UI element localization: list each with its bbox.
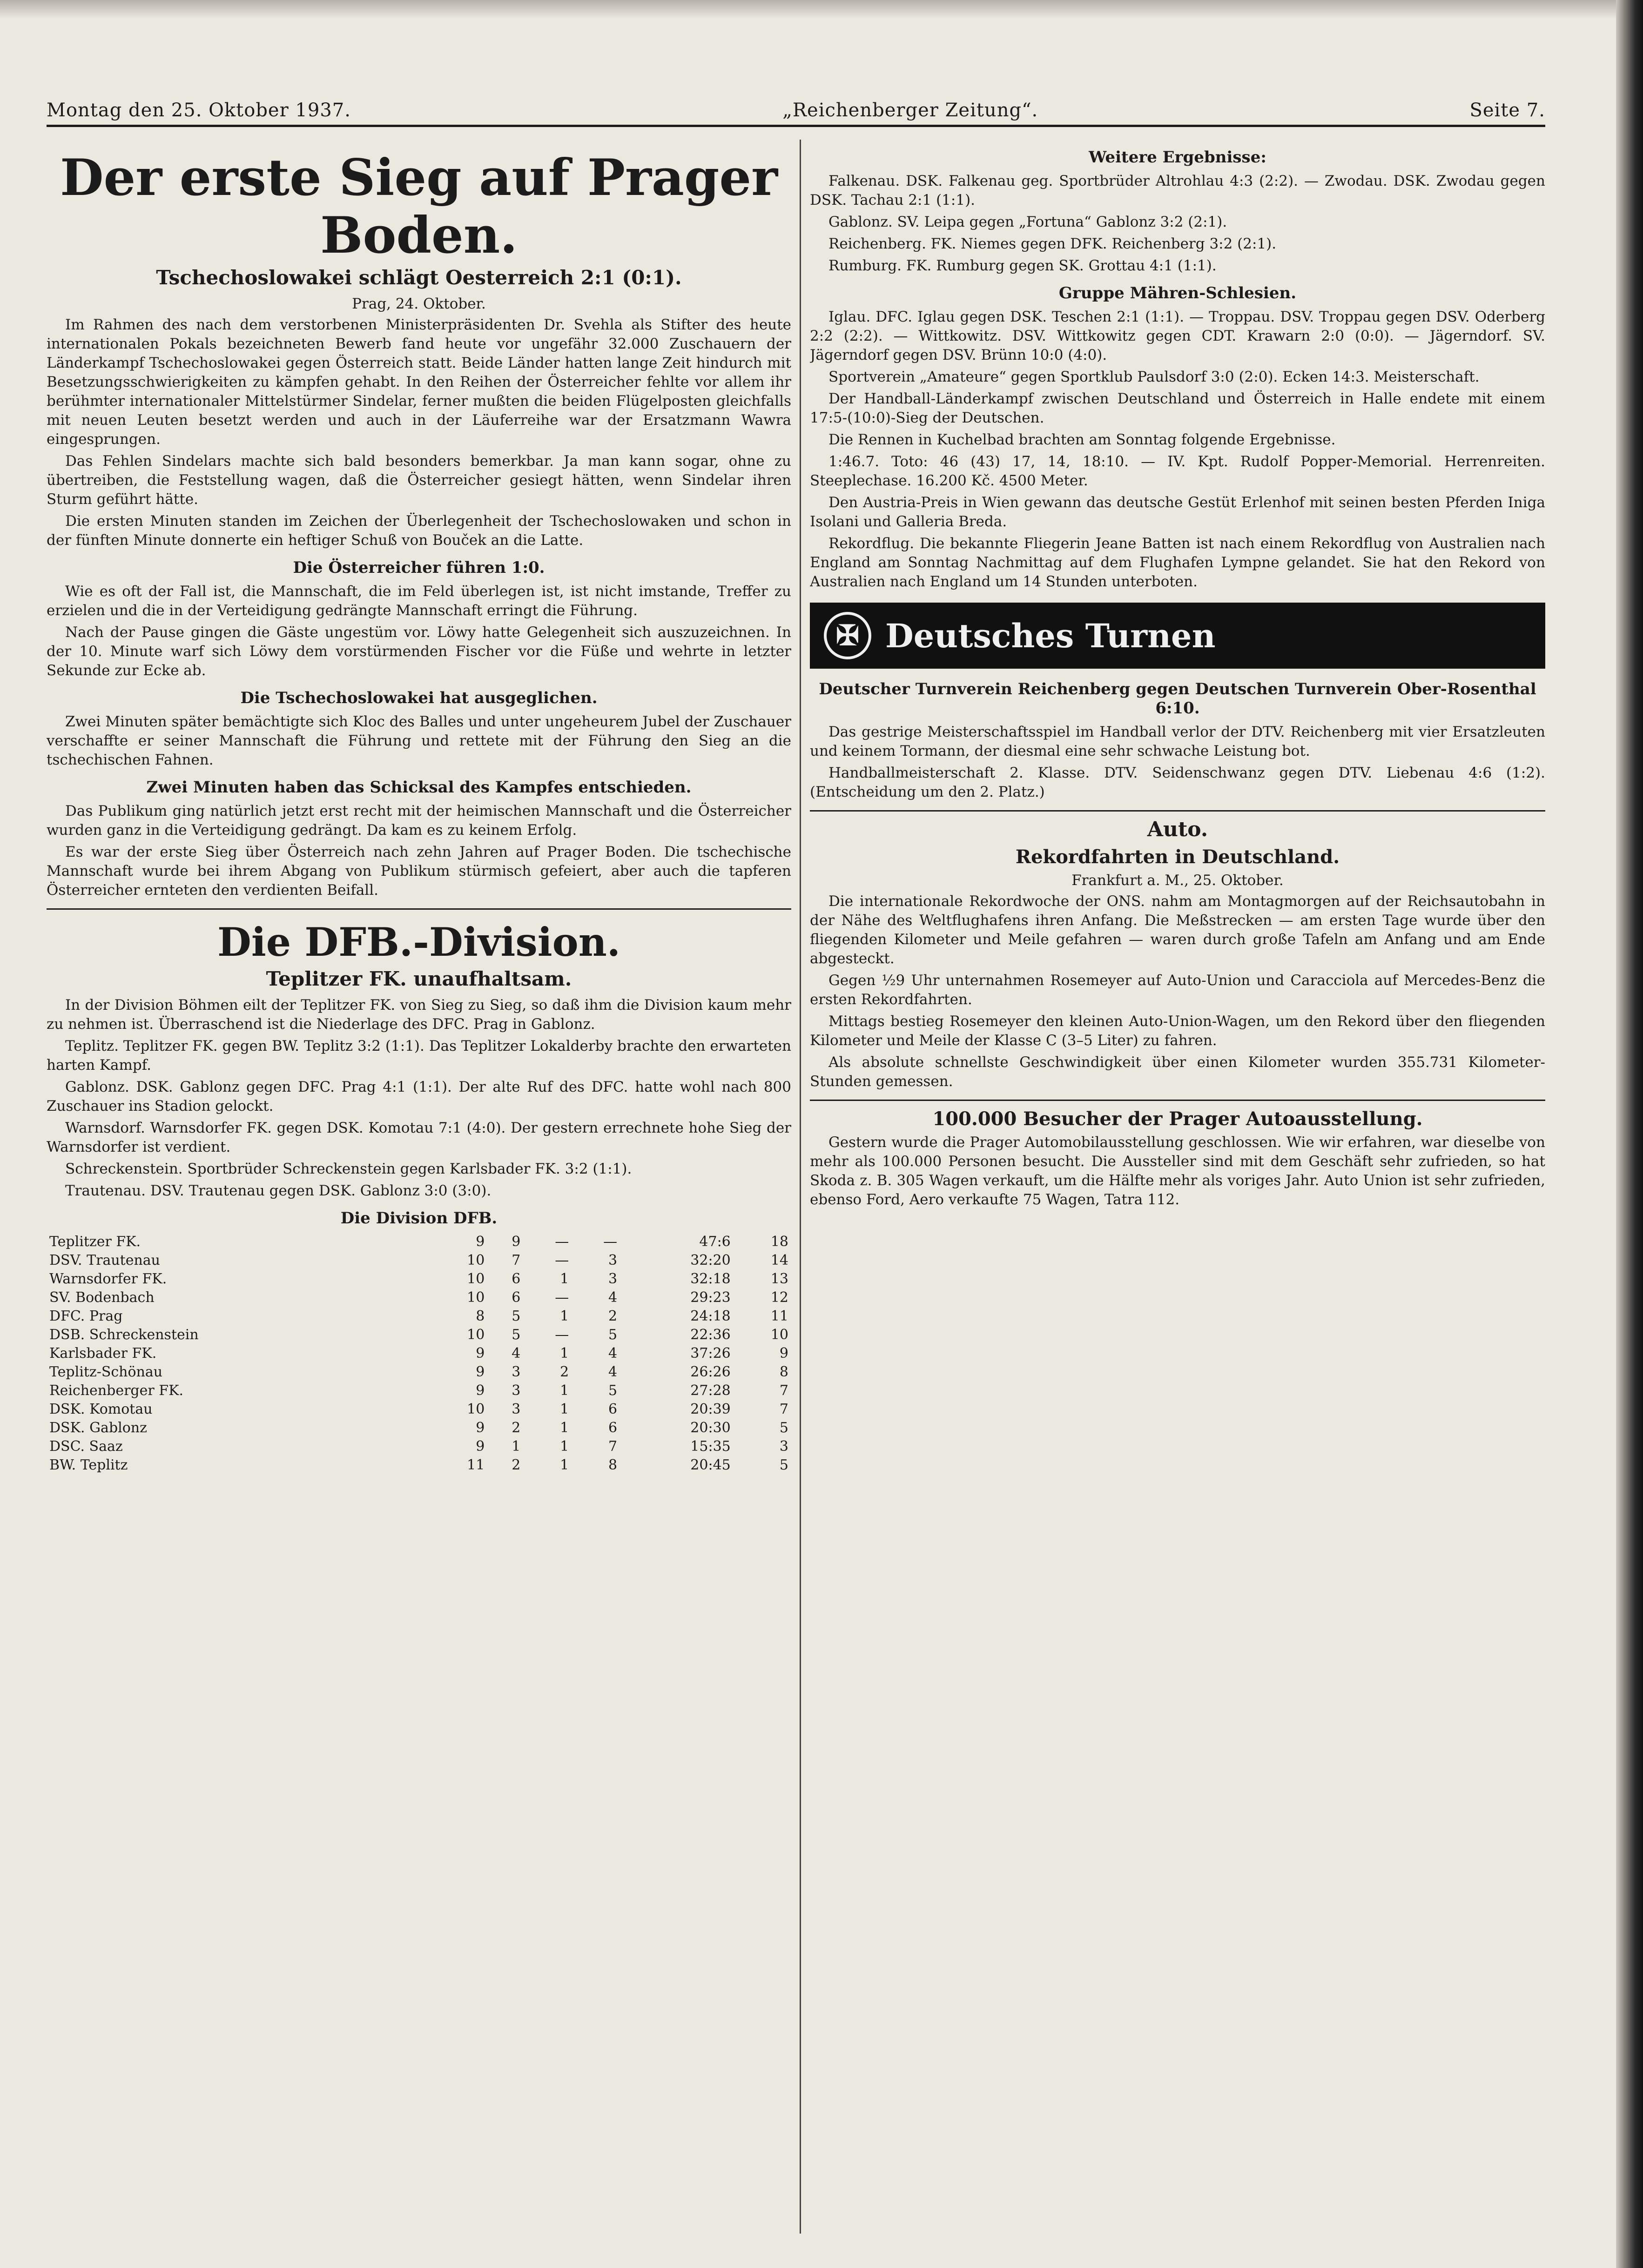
article-paragraph: Nach der Pause gingen die Gäste ungestüm vor. Löwy hatte Gelegenheit sich auszuzeichnen. In der 10. Minute warf sich Löwy dem vorstürmenden Fischer vor die Füße und wehrte in letzter Sekunde zur Ecke ab. [47,624,791,679]
standings-team-cell: DSK. Komotau [49,1401,153,1417]
standings-row [47,1400,791,1419]
standings-w-cell: 5 [512,1308,521,1324]
article-paragraph: Der Handball-Länderkampf zwischen Deutschland und Österreich in Halle endete mit einem 17:5-(10:0)-Sieg der Deutschen. [810,390,1545,426]
page-top-edge [0,0,1643,19]
standings-pts-cell: 9 [779,1345,788,1362]
standings-row [47,1363,791,1382]
standings-l-cell: 6 [608,1420,618,1436]
header-page-number: Seite 7. [1469,100,1545,121]
article-paragraph: Gablonz. DSK. Gablonz gegen DFC. Prag 4:1 (1:1). Der alte Ruf des DFC. hatte wohl nach 800 Zuschauer ins Stadion gelockt. [47,1079,791,1114]
section-title: Weitere Ergebnisse: [1089,148,1266,167]
standings-row [47,1288,791,1307]
standings-goals-cell: 26:26 [690,1364,731,1380]
standings-l-cell: 8 [608,1457,618,1473]
standings-team-cell: Karlsbader FK. [49,1345,157,1362]
standings-pts-cell: 14 [770,1252,788,1268]
standings-team-cell: Teplitzer FK. [49,1234,141,1250]
standings-row [47,1326,791,1344]
article-paragraph: Mittags bestieg Rosemeyer den kleinen Auto-Union-Wagen, um den Rekord über den fliegenden Kilometer und Meile der Klasse C (3–5 Liter) zu fahren. [810,1013,1545,1049]
standings-l-cell: 4 [608,1289,618,1306]
standings-l-cell: 4 [608,1345,618,1362]
article-paragraph: Schreckenstein. Sportbrüder Schreckenstein gegen Karlsbader FK. 3:2 (1:1). [65,1161,632,1177]
standings-goals-cell: 22:36 [690,1327,731,1343]
standings-d-cell: 1 [560,1271,569,1287]
article-paragraph: Zwei Minuten später bemächtigte sich Kloc des Balles und unter ungeheurem Jubel der Zuschauer verschaffte er seiner Mannschaft die Führung und rettete mit der Führung den Sieg an die tschechischen Fahnen. [47,713,791,768]
standings-l-cell: 4 [608,1364,618,1380]
article-paragraph: Es war der erste Sieg über Österreich nach zehn Jahren auf Prager Boden. Die tschechische Mannschaft wurde bei ihrem Abgang von Publikum stürmisch gefeiert, aber auch die tapferen Österreicher ernteten den verdienten Beifall. [47,844,791,899]
standings-goals-cell: 15:35 [690,1438,731,1455]
standings-row [47,1307,791,1326]
standings-row [47,1251,791,1270]
main-subhead: Tschechoslowakei schlägt Oesterreich 2:1 (0:1). [156,266,682,289]
standings-l-cell: 6 [608,1401,618,1417]
standings-pts-cell: 3 [779,1438,788,1455]
standings-w-cell: 6 [512,1289,521,1306]
standings-p-cell: 8 [476,1308,485,1324]
section-title: Gruppe Mähren-Schlesien. [1058,284,1297,302]
standings-w-cell: 5 [512,1327,521,1343]
divider [810,810,1545,812]
column-divider [800,140,801,2234]
divider [810,1100,1545,1101]
standings-team-cell: Warnsdorfer FK. [49,1271,167,1287]
standings-d-cell: 1 [560,1345,569,1362]
standings-d-cell: — [555,1327,569,1343]
standings-row [47,1456,791,1475]
standings-p-cell: 10 [467,1271,485,1287]
standings-d-cell: — [555,1289,569,1306]
standings-w-cell: 3 [512,1382,521,1399]
standings-l-cell: 2 [608,1308,618,1324]
standings-d-cell: — [555,1234,569,1250]
standings-p-cell: 9 [476,1345,485,1362]
standings-w-cell: 2 [512,1420,521,1436]
article-paragraph: Das Fehlen Sindelars machte sich bald besonders bemerkbar. Ja man kann sogar, ohne zu übertreiben, die Feststellung wagen, daß die Österreicher gesiegt hätten, wenn Sindelar ihren Sturm geführt hätte. [47,453,791,508]
standings-p-cell: 9 [476,1438,485,1455]
standings-w-cell: 2 [512,1457,521,1473]
standings-team-cell: BW. Teplitz [49,1457,128,1473]
article-paragraph: Das gestrige Meisterschaftsspiel im Handball verlor der DTV. Reichenberg mit vier Ersatzleuten und keinem Tormann, der diesmal eine sehr schwache Leistung bot. [810,724,1545,759]
standings-pts-cell: 10 [770,1327,788,1343]
article-paragraph: Gegen ½9 Uhr unternahmen Rosemeyer auf Auto-Union und Caracciola auf Mercedes-Benz die ersten Rekordfahrten. [810,972,1545,1008]
standings-w-cell: 1 [512,1438,521,1455]
article-paragraph: Als absolute schnellste Geschwindigkeit über einen Kilometer wurden 355.731 Kilometer-Stunden gemessen. [810,1054,1545,1090]
standings-w-cell: 9 [512,1234,521,1250]
standings-w-cell: 4 [512,1345,521,1362]
standings-l-cell: 3 [608,1271,618,1287]
standings-pts-cell: 5 [779,1420,788,1436]
article-paragraph: Reichenberg. FK. Niemes gegen DFK. Reichenberg 3:2 (2:1). [828,235,1277,252]
turner-cross-icon: ✠ [824,612,871,659]
column-right [810,140,1545,2234]
banner-title: Deutsches Turnen [885,616,1216,655]
article-paragraph: Handballmeisterschaft 2. Klasse. DTV. Seidenschwanz gegen DTV. Liebenau 4:6 (1:2). (Entscheidung um den 2. Platz.) [810,765,1545,800]
dfb-headline: Die DFB.-Division. [217,919,621,965]
standings-team-cell: DSV. Trautenau [49,1252,160,1268]
article-paragraph: Im Rahmen des nach dem verstorbenen Ministerpräsidenten Dr. Svehla als Stifter des heute internationalen Pokals bezeichneten Bewerb fand heute vor ungefähr 32.000 Zuschauern der Länderkampf Tschechoslowakei gegen Österreich statt. Beide Länder hatten lange Zeit hindurch mit Besetzungsschwierigkeiten zu kämpfen gehabt. In den Reihen der Österreicher fehlte vor allem ihr berühmter internationaler Mittelstürmer Sindelar, ferner mußten die beiden Flügelposten gleichfalls mit neuen Leuten besetzt werden und auch in der Läuferreihe war der Ersatzmann Wawra eingesprungen. [47,316,791,448]
standings-pts-cell: 11 [770,1308,788,1324]
article-paragraph: Die internationale Rekordwoche der ONS. nahm am Montagmorgen auf der Reichsautobahn in der Nähe des Weltflughafens ihren Anfang. Die Meßstrecken — am ersten Tage wurde über den fliegenden Kilometer und Meile gefahren — waren durch große Tafeln am Anfang und am Ende abgesteckt. [810,893,1545,967]
article-paragraph: Rekordflug. Die bekannte Fliegerin Jeane Batten ist nach einem Rekordflug von Australien nach England am Sonntag Nachmittag auf dem Flughafen Lympne gelandet. Sie hat den Rekord von Australien nach England um 14 Stunden unterboten. [810,535,1545,590]
standings-team-cell: DSB. Schreckenstein [49,1327,199,1343]
article-paragraph: Iglau. DFC. Iglau gegen DSK. Teschen 2:1 (1:1). — Troppau. DSV. Troppau gegen DSV. Oderberg 2:2 (2:2). — Wittkowitz. DSV. Wittkowitz gegen CDT. Krawarn 2:0 (0:0). — Jägerndorf. SV. Jägerndorf gegen DSV. Brünn 10:0 (4:0). [810,309,1545,363]
standings-d-cell: — [555,1252,569,1268]
standings-row [47,1419,791,1437]
standings-row [47,1233,791,1251]
standings-team-cell: SV. Bodenbach [49,1289,155,1306]
standings-goals-cell: 29:23 [690,1289,731,1306]
header-date: Montag den 25. Oktober 1937. [47,100,351,121]
article-paragraph: Warnsdorf. Warnsdorfer FK. gegen DSK. Komotau 7:1 (4:0). Der gestern errechnete hohe Sieg der Warnsdorfer ist verdient. [47,1120,791,1155]
standings-pts-cell: 7 [779,1382,788,1399]
main-headline: Der erste Sieg auf Prager Boden. [60,148,778,265]
standings-table [47,1233,791,1475]
standings-p-cell: 9 [476,1234,485,1250]
standings-row [47,1437,791,1456]
dateline: Prag, 24. Oktober. [352,295,486,312]
section-title: Deutscher Turnverein Reichenberg gegen Deutschen Turnverein Ober-Rosenthal 6:10. [819,680,1536,718]
standings-l-cell: 7 [608,1438,618,1455]
turnen-banner [810,603,1545,669]
standings-pts-cell: 12 [770,1289,788,1306]
standings-p-cell: 11 [467,1457,485,1473]
standings-goals-cell: 37:26 [690,1345,731,1362]
standings-p-cell: 9 [476,1364,485,1380]
article-paragraph: Falkenau. DSK. Falkenau geg. Sportbrüder Altrohlau 4:3 (2:2). — Zwodau. DSK. Zwodau gegen DSK. Tachau 2:1 (1:1). [810,173,1545,208]
standings-d-cell: 1 [560,1382,569,1399]
standings-d-cell: 1 [560,1438,569,1455]
standings-pts-cell: 13 [770,1271,788,1287]
section-title: 100.000 Besucher der Prager Autoausstellung. [932,1108,1423,1130]
standings-pts-cell: 18 [770,1234,788,1250]
standings-p-cell: 9 [476,1420,485,1436]
article-paragraph: Trautenau. DSV. Trautenau gegen DSK. Gablonz 3:0 (3:0). [65,1182,492,1199]
page-right-edge [1616,0,1643,2268]
article-paragraph: Teplitz. Teplitzer FK. gegen BW. Teplitz 3:2 (1:1). Das Teplitzer Lokalderby brachte den erwarteten harten Kampf. [47,1038,791,1074]
standings-goals-cell: 27:28 [690,1382,731,1399]
header-paper-title: „Reichenberger Zeitung“. [782,100,1038,121]
article-paragraph: Den Austria-Preis in Wien gewann das deutsche Gestüt Erlenhof mit seinen besten Pferden Iniga Isolani und Galleria Breda. [810,494,1545,530]
article-paragraph: Gestern wurde die Prager Automobilausstellung geschlossen. Wie wir erfahren, war dieselbe von mehr als 100.000 Personen besucht. Die Aussteller sind mit dem Geschäft sehr zufrieden, so hat Skoda z. B. 305 Wagen verkauft, um die Hälfte mehr als voriges Jahr. Auto Union ist sehr zufrieden, ebenso Ford, Aero verkaufte 75 Wagen, Tatra 112. [810,1134,1545,1208]
standings-l-cell: 5 [608,1382,618,1399]
dfb-subhead: Teplitzer FK. unaufhaltsam. [266,967,572,990]
standings-team-cell: DSK. Gablonz [49,1420,147,1436]
article-paragraph: Die ersten Minuten standen im Zeichen der Überlegenheit der Tschechoslowaken und schon in der fünften Minute donnerte ein heftiger Schuß von Bouček an die Latte. [47,513,791,549]
standings-team-cell: Reichenberger FK. [49,1382,184,1399]
standings-goals-cell: 32:20 [690,1252,731,1268]
standings-d-cell: 1 [560,1420,569,1436]
standings-p-cell: 10 [467,1252,485,1268]
standings-goals-cell: 20:39 [690,1401,731,1417]
standings-row [47,1270,791,1288]
standings-l-cell: — [603,1234,618,1250]
standings-w-cell: 3 [512,1401,521,1417]
section-title: Die Österreicher führen 1:0. [293,558,545,577]
divider [47,908,791,910]
article-paragraph: Wie es oft der Fall ist, die Mannschaft, die im Feld überlegen ist, ist nicht imstande, Treffer zu erzielen und die in der Verteidigung gedrängte Mannschaft erringt die Führung. [47,583,791,619]
standings-pts-cell: 5 [779,1457,788,1473]
page-header [47,88,1545,127]
standings-team-cell: DSC. Saaz [49,1438,123,1455]
section-title: Zwei Minuten haben das Schicksal des Kampfes entschieden. [146,778,692,797]
article-paragraph: Das Publikum ging natürlich jetzt erst recht mit der heimischen Mannschaft und die Österreicher wurden ganz in die Verteidigung gedrängt. Da kam es zu keinem Erfolg. [47,803,791,839]
section-title: Rekordfahrten in Deutschland. [1015,846,1340,868]
standings-w-cell: 6 [512,1271,521,1287]
standings-p-cell: 10 [467,1401,485,1417]
standings-team-cell: Teplitz-Schönau [49,1364,163,1380]
standings-pts-cell: 8 [779,1364,788,1380]
standings-title: Die Division DFB. [340,1209,498,1228]
article-paragraph: Sportverein „Amateure“ gegen Sportklub Paulsdorf 3:0 (2:0). Ecken 14:3. Meisterschaft. [828,369,1480,385]
standings-row [47,1382,791,1400]
standings-d-cell: 1 [560,1308,569,1324]
standings-d-cell: 1 [560,1457,569,1473]
standings-l-cell: 3 [608,1252,618,1268]
article-paragraph: Die Rennen in Kuchelbad brachten am Sonntag folgende Ergebnisse. [828,431,1336,448]
standings-goals-cell: 24:18 [690,1308,731,1324]
standings-team-cell: DFC. Prag [49,1308,123,1324]
standings-goals-cell: 47:6 [699,1234,731,1250]
standings-goals-cell: 32:18 [690,1271,731,1287]
dateline: Frankfurt a. M., 25. Oktober. [1071,872,1284,889]
column-left [47,140,791,2234]
standings-pts-cell: 7 [779,1401,788,1417]
standings-goals-cell: 20:30 [690,1420,731,1436]
article-paragraph: 1:46.7. Toto: 46 (43) 17, 14, 18:10. — IV. Kpt. Rudolf Popper-Memorial. Herrenreiten. Steeplechase. 16.200 Kč. 4500 Meter. [810,453,1545,489]
standings-p-cell: 10 [467,1289,485,1306]
standings-l-cell: 5 [608,1327,618,1343]
article-paragraph: Rumburg. FK. Rumburg gegen SK. Grottau 4:1 (1:1). [828,257,1217,274]
standings-row [47,1344,791,1363]
standings-p-cell: 9 [476,1382,485,1399]
article-paragraph: Gablonz. SV. Leipa gegen „Fortuna“ Gablonz 3:2 (2:1). [828,214,1227,230]
standings-p-cell: 10 [467,1327,485,1343]
standings-d-cell: 1 [560,1401,569,1417]
standings-goals-cell: 20:45 [690,1457,731,1473]
standings-w-cell: 3 [512,1364,521,1380]
section-title: Auto. [1147,818,1208,841]
standings-w-cell: 7 [512,1252,521,1268]
section-title: Die Tschechoslowakei hat ausgeglichen. [240,689,598,707]
article-paragraph: In der Division Böhmen eilt der Teplitzer FK. von Sieg zu Sieg, so daß ihm die Division kaum mehr zu nehmen ist. Überraschend ist die Niederlage des DFC. Prag in Gablonz. [47,997,791,1033]
standings-d-cell: 2 [560,1364,569,1380]
